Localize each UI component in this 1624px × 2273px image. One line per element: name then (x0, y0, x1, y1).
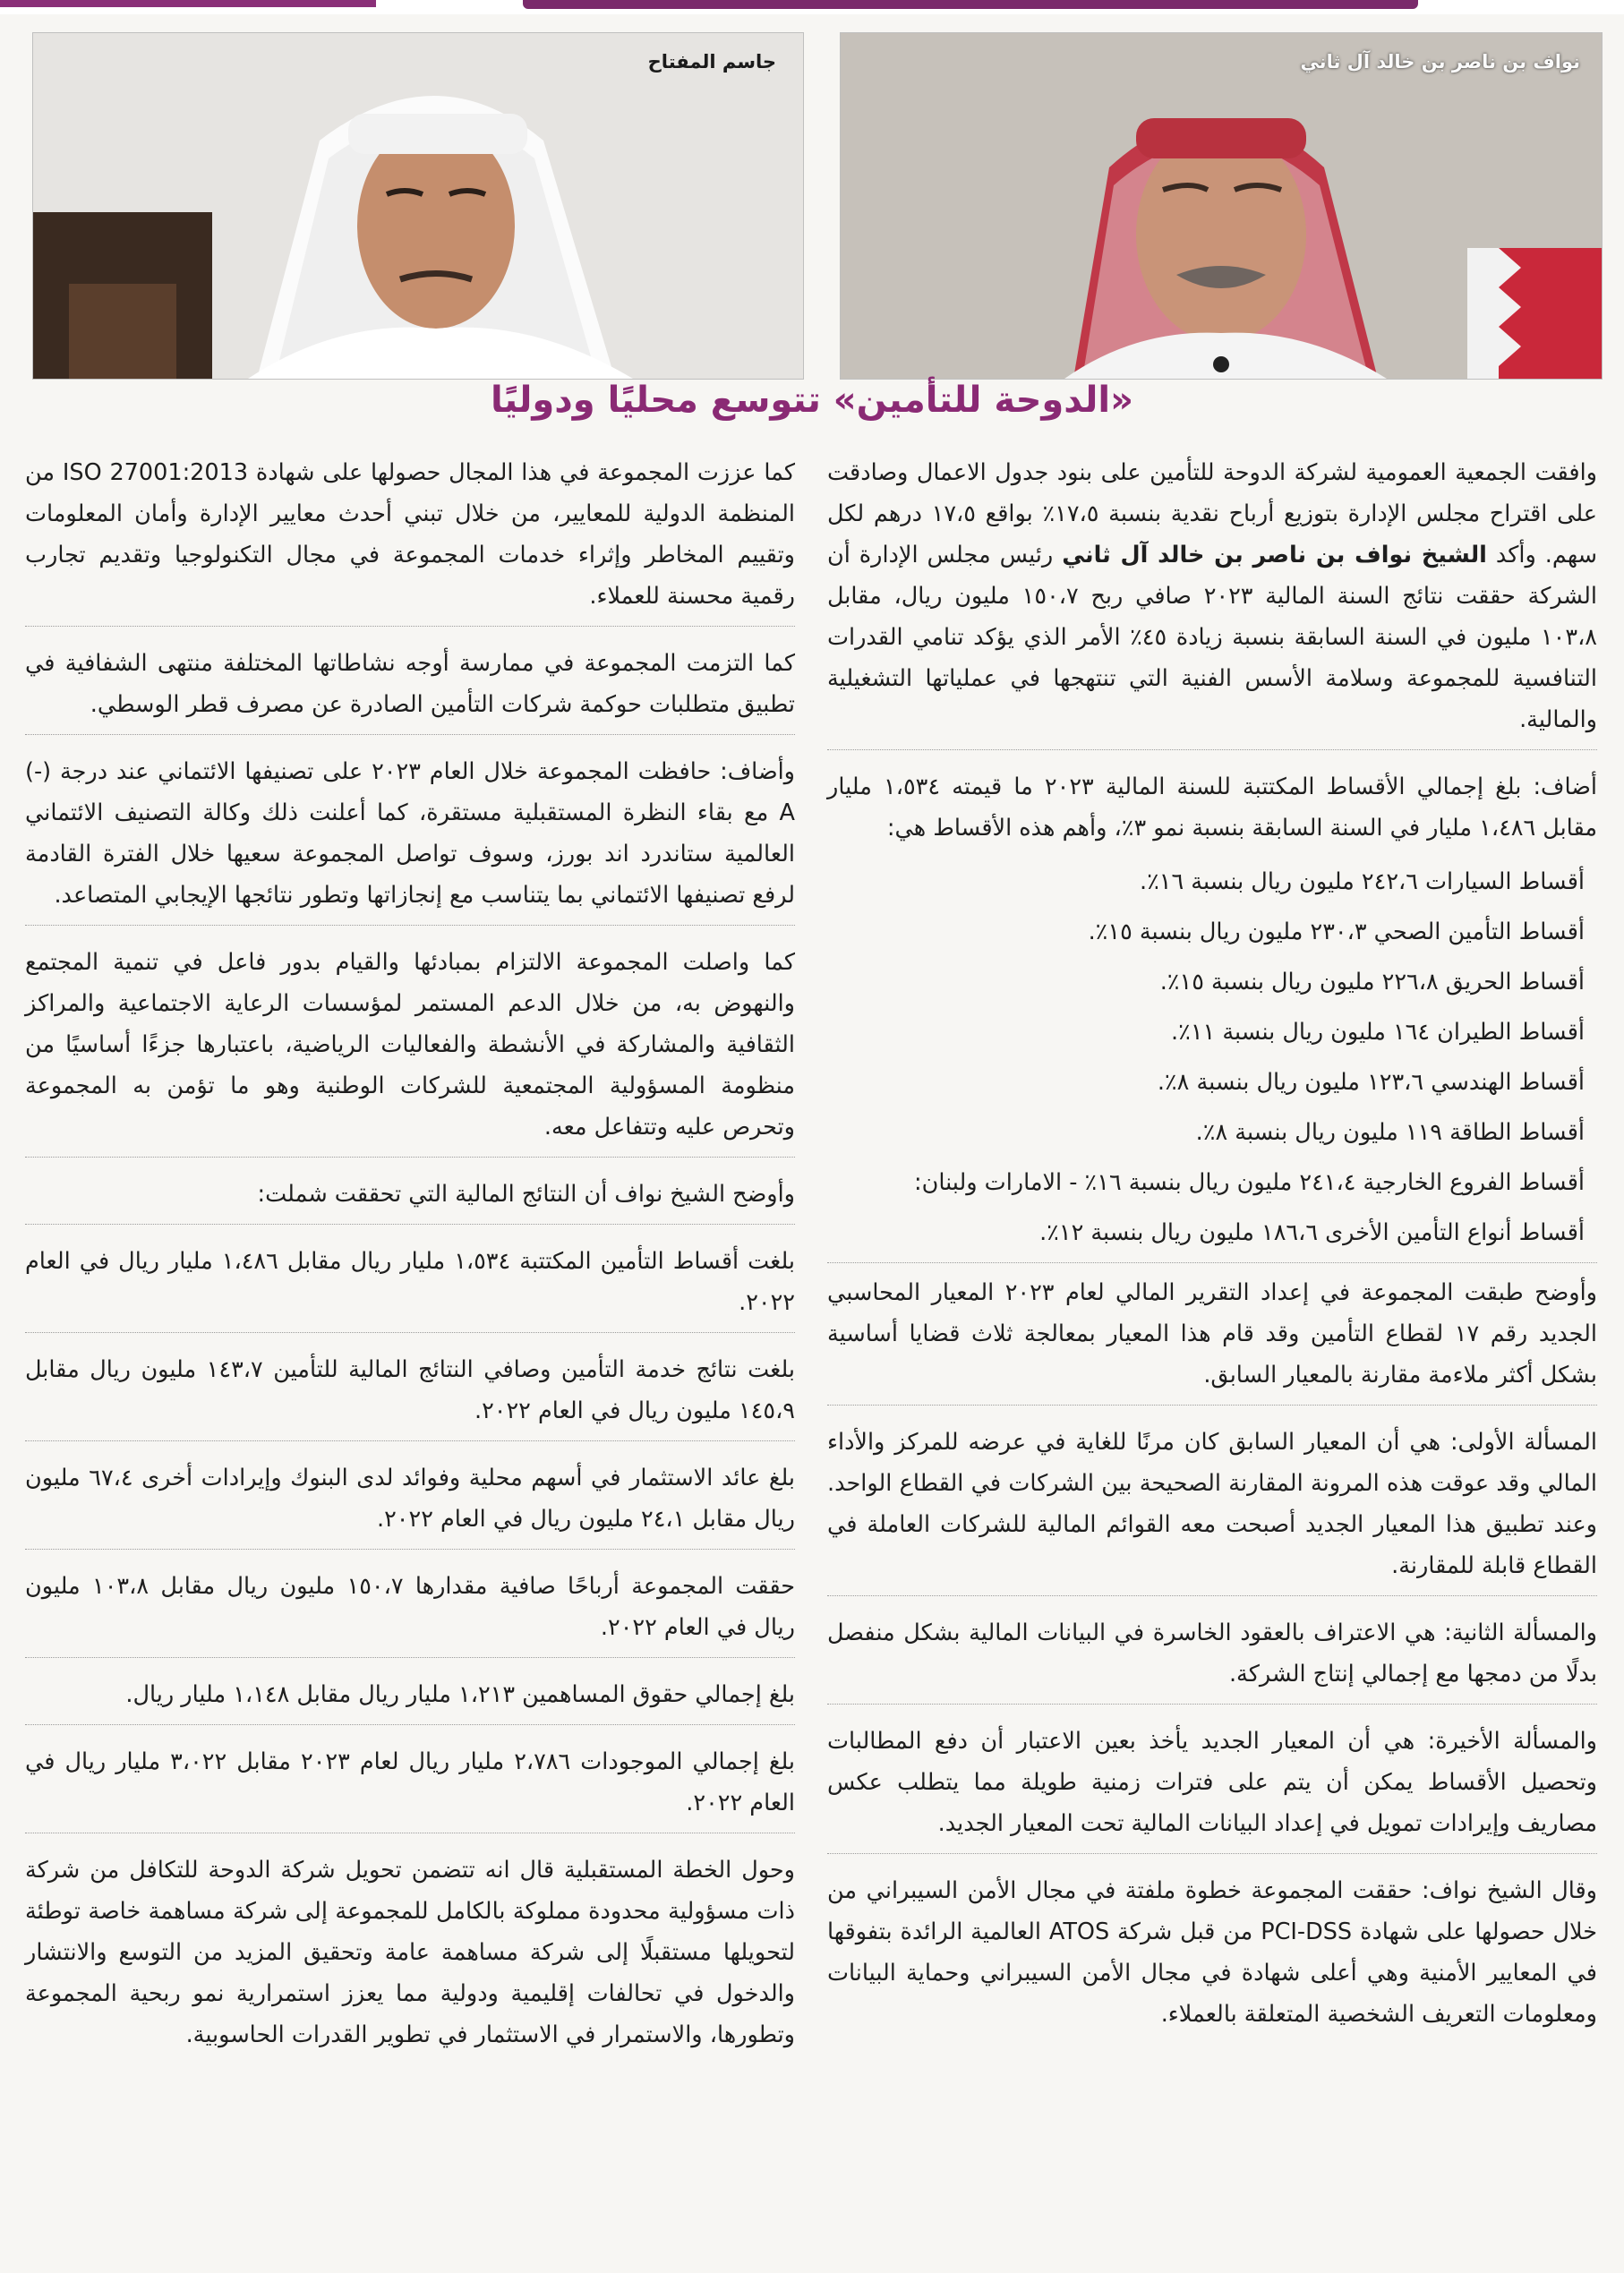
right-paragraph-1-bold: الشيخ نواف بن ناصر بن خالد آل ثاني (1062, 542, 1487, 568)
left-paragraph-6: وحول الخطة المستقبلية قال انه تتضمن تحويل شركة الدوحة للتكافل من شركة ذات مسؤولية محدودة مملوكة بالكامل للمجموعة إلى شركة مساهمة خاصة توطئة لتحويلها مستقبلًا إلى شركة مساهمة عامة وتحقيق المزيد من التوسع والانتشار والدخول في تحالفات إقليمية ودولية مما يعزز استمرارية نمو ربحية المجموعة وتطورها، والاستمرار في الاستثمار في تطوير القدرات الحاسوبية. (25, 1857, 795, 2048)
premium-item: أقساط الحريق ٢٢٦،٨ مليون ريال بنسبة ١٥٪. (1159, 969, 1585, 996)
article-column-right (827, 452, 1597, 2047)
result-item: بلغ إجمالي الموجودات ٢،٧٨٦ مليار ريال لعام ٢٠٢٣ مقابل ٣،٠٢٢ مليار ريال في العام ٢٠٢٢. (25, 1741, 795, 1833)
premium-item: أقساط الطاقة ١١٩ مليون ريال بنسبة ٨٪. (1195, 1119, 1585, 1146)
left-paragraph-5: وأوضح الشيخ نواف أن النتائج المالية التي تحققت شملت: (25, 1174, 795, 1225)
premium-item: أقساط الطيران ١٦٤ مليون ريال بنسبة ١١٪. (1171, 1019, 1585, 1046)
right-paragraph-4: المسألة الأولى: هي أن المعيار السابق كان مرنًا للغاية في عرضه للمركز والأداء المالي وقد عوقت هذه المرونة المقارنة الصحيحة بين الشركات في القطاع الواحد. وعند تطبيق هذا المعيار الجديد أصبحت معه القوائم المالية للشركات العاملة في القطاع قابلة للمقارنة. (827, 1422, 1597, 1596)
result-item: بلغ عائد الاستثمار في أسهم محلية وفوائد لدى البنوك وإيرادات أخرى ٦٧،٤ مليون ريال مقابل ٢٤،١ مليون ريال في العام ٢٠٢٢. (25, 1457, 795, 1550)
photo-caption-nawaf: نواف بن ناصر بن خالد آل ثاني (1300, 51, 1580, 73)
right-paragraph-1-text-a: وافقت الجمعية العمومية لشركة الدوحة للتأمين على بنود جدول الاعمال وصادقت على اقتراح مجلس الإدارة بتوزيع أرباح نقدية بنسبة ١٧،٥٪ بواقع ١٧،٥ درهم لكل سهم. وأكد (827, 459, 1597, 568)
portrait-jassim-illustration (33, 33, 803, 379)
photo-caption-jassim: جاسم المفتاح (647, 51, 776, 73)
result-item: بلغت أقساط التأمين المكتتبة ١،٥٣٤ مليار ريال مقابل ١،٤٨٦ مليار ريال في العام ٢٠٢٢. (25, 1241, 795, 1333)
article-headline: «الدوحة للتأمين» تتوسع محليًا ودوليًا (491, 380, 1133, 421)
right-paragraph-1-text-b: رئيس مجلس الإدارة أن الشركة حققت نتائج السنة المالية ٢٠٢٣ صافي ربح ١٥٠،٧ مليون ريال، مقابل ١٠٣،٨ مليون في السنة السابقة بنسبة زيادة ٤٥٪ الأمر الذي يؤكد تنامي القدرات التنافسية للمجموعة وسلامة الأسس الفنية التي تنتهجها في عملياتها التشغيلية والمالية. (827, 542, 1597, 733)
premium-item: أقساط التأمين الصحي ٢٣٠،٣ مليون ريال بنسبة ١٥٪. (1088, 919, 1585, 945)
photo-jassim (32, 32, 804, 380)
right-paragraph-6: والمسألة الأخيرة: هي أن المعيار الجديد يأخذ بعين الاعتبار أن دفع المطالبات وتحصيل الأقساط يمكن أن يتم على فترات زمنية طويلة مما يتطلب عكس مصاريف وإيرادات تمويل في إعداد البيانات المالية تحت المعيار الجديد. (827, 1721, 1597, 1854)
portrait-nawaf-illustration (841, 33, 1602, 379)
premium-item: أقساط الفروع الخارجية ٢٤١،٤ مليون ريال بنسبة ١٦٪ - الامارات ولبنان: (914, 1169, 1585, 1196)
right-paragraph-3: وأوضح طبقت المجموعة في إعداد التقرير المالي لعام ٢٠٢٣ المعيار المحاسبي الجديد رقم ١٧ لقطاع التأمين وقد قام هذا المعيار بمعالجة ثلاث قضايا أساسية بشكل أكثر ملاءمة مقارنة بالمعيار السابق. (827, 1272, 1597, 1406)
result-item: حققت المجموعة أرباحًا صافية مقدارها ١٥٠،٧ مليون ريال مقابل ١٠٣،٨ مليون ريال في العام ٢٠٢٢. (25, 1566, 795, 1658)
right-paragraph-2: أضاف: بلغ إجمالي الأقساط المكتتبة للسنة المالية ٢٠٢٣ ما قيمته ١،٥٣٤ مليار مقابل ١،٤٨٦ مليار في السنة السابقة بنسبة نمو ٣٪، وأهم هذه الأقساط هي: (827, 773, 1597, 842)
left-paragraph-4: كما واصلت المجموعة الالتزام بمبادئها والقيام بدور فاعل في تنمية المجتمع والنهوض به، من خلال الدعم المستمر لمؤسسات الرعاية الاجتماعية والمراكز الثقافية والمشاركة في الأنشطة والفعاليات الرياضية، باعتبارها جزءًا أساسيًا من منظومة المسؤولية المجتمعية للشركات الوطنية وهو ما تؤمن به المجموعة وتحرص عليه وتتفاعل معه. (25, 942, 795, 1158)
left-paragraph-3: وأضاف: حافظت المجموعة خلال العام ٢٠٢٣ على تصنيفها الائتماني عند درجة (-) A مع بقاء النظرة المستقبلية مستقرة، كما أعلنت ذلك وكالة التصنيف الائتماني العالمية ستاندرد اند بورز، وسوف تواصل المجموعة سعيها خلال الفترة القادمة لرفع تصنيفها الائتماني بما يتناسب مع إنجازاتها وتطور نتائجها الإيجابي المتصاعد. (25, 751, 795, 926)
left-paragraph-2: كما التزمت المجموعة في ممارسة أوجه نشاطاتها المختلفة منتهى الشفافية في تطبيق متطلبات حوكمة شركات التأمين الصادرة عن مصرف قطر الوسطي. (25, 643, 795, 735)
right-paragraph-5: والمسألة الثانية: هي الاعتراف بالعقود الخاسرة في البيانات المالية بشكل منفصل بدلًا من دمجها مع إجمالي إنتاج الشركة. (827, 1612, 1597, 1705)
top-bar (0, 0, 1624, 14)
premium-item: أقساط الهندسي ١٢٣،٦ مليون ريال بنسبة ٨٪. (1157, 1069, 1585, 1096)
right-paragraph-7: وقال الشيخ نواف: حققت المجموعة خطوة ملفتة في مجال الأمن السيبراني من خلال حصولها على شهادة PCI-DSS من قبل شركة ATOS العالمية الرائدة بتفوقها في المعايير الأمنية وهي أعلى شهادة في مجال الأمن السيبراني وحماية البيانات ومعلومات التعريف الشخصية المتعلقة بالعملاء. (827, 1877, 1597, 2028)
photo-nawaf (840, 32, 1603, 380)
result-item: بلغ إجمالي حقوق المساهمين ١،٢١٣ مليار ريال مقابل ١،١٤٨ مليار ريال. (25, 1674, 795, 1725)
right-paragraph-1 (827, 452, 1597, 750)
left-paragraph-1: كما عززت المجموعة في هذا المجال حصولها على شهادة ISO 27001:2013 من المنظمة الدولية للمعايير، من خلال تبني أحدث معايير الإدارة وأمان المعلومات وتقييم المخاطر وإثراء خدمات المجموعة في مجال التكنولوجيا وتقديم تجارب رقمية محسنة للعملاء. (25, 452, 795, 627)
top-accent-strip-left (0, 0, 376, 7)
premium-item: أقساط أنواع التأمين الأخرى ١٨٦،٦ مليون ريال بنسبة ١٢٪. (827, 1212, 1597, 1263)
top-accent-strip (523, 0, 1418, 9)
result-item: بلغت نتائج خدمة التأمين وصافي النتائج المالية للتأمين ١٤٣،٧ مليون ريال مقابل ١٤٥،٩ مليون ريال في العام ٢٠٢٢. (25, 1349, 795, 1441)
premium-item: أقساط السيارات ٢٤٢،٦ مليون ريال بنسبة ١٦٪. (1139, 868, 1585, 895)
article-column-left (25, 452, 795, 2068)
